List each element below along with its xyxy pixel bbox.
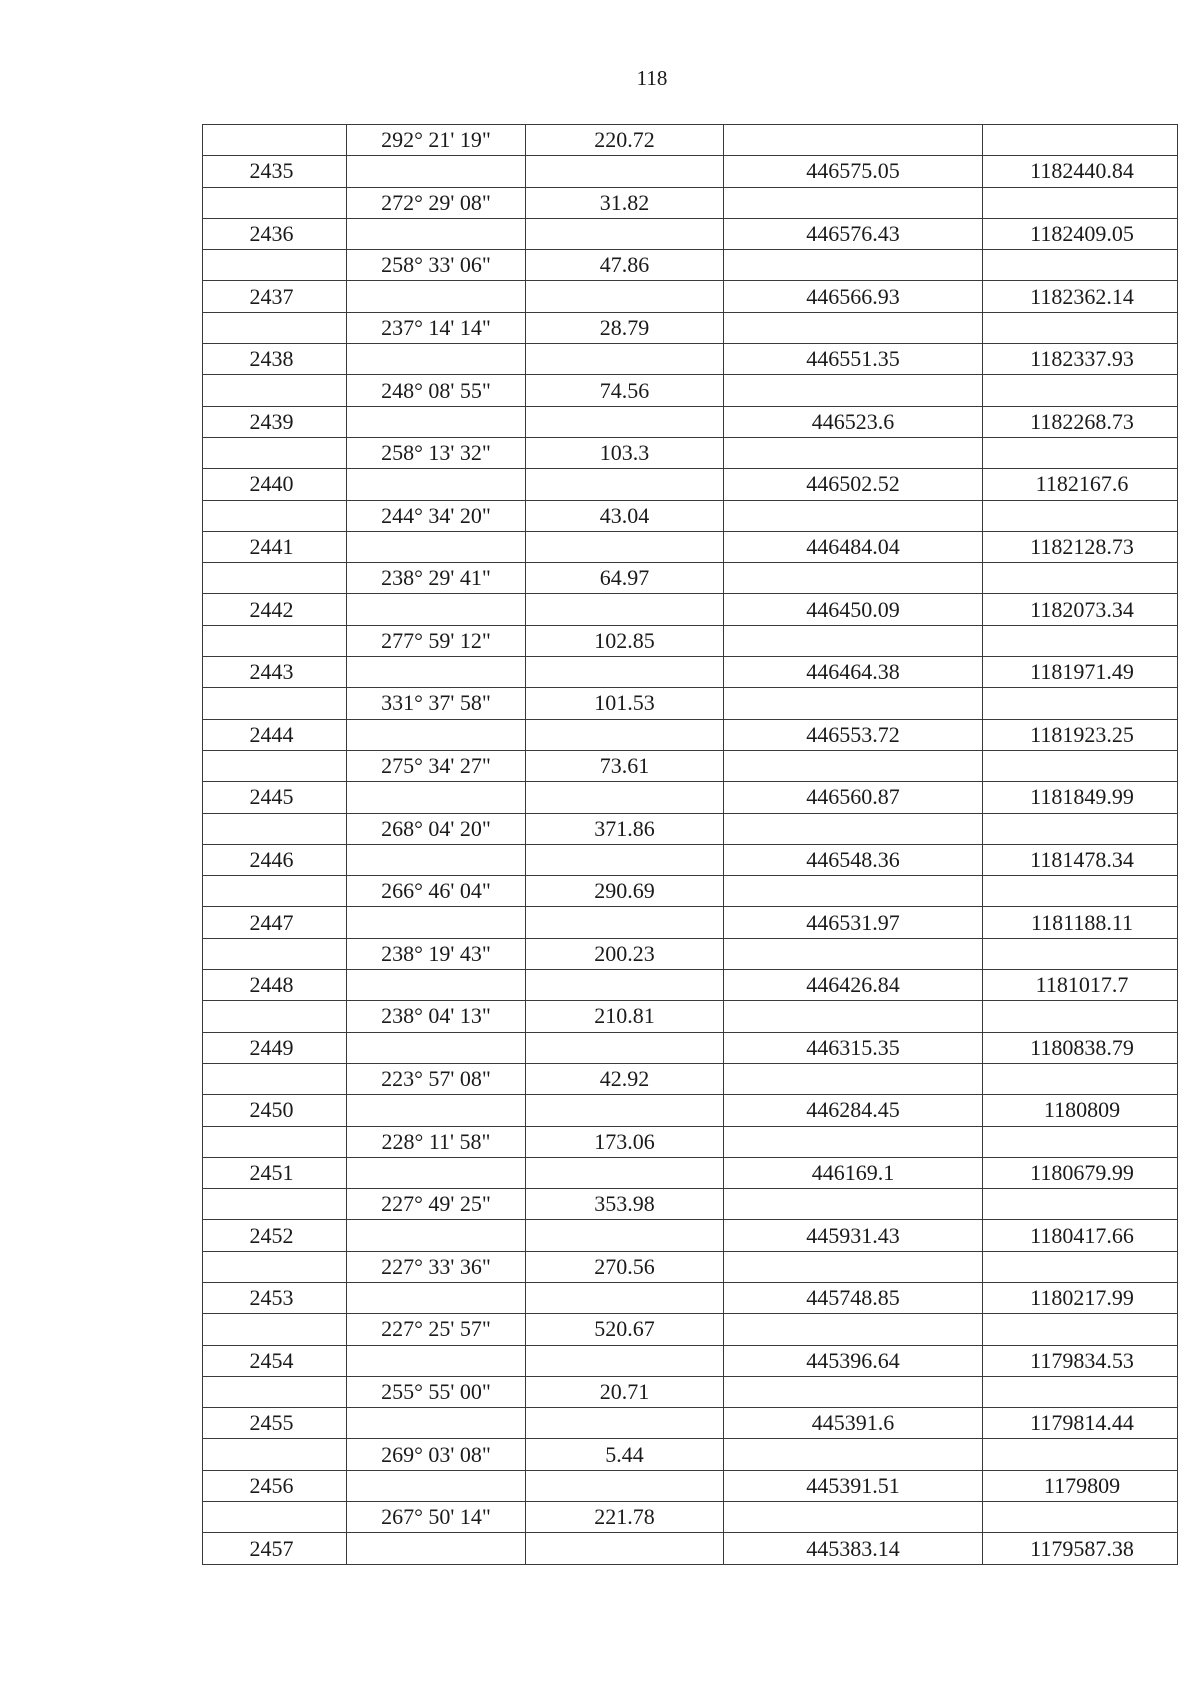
northing-cell bbox=[983, 1251, 1178, 1282]
bearing-cell bbox=[347, 844, 526, 875]
bearing-cell bbox=[347, 719, 526, 750]
northing-cell: 1181478.34 bbox=[983, 844, 1178, 875]
station-cell: 2446 bbox=[203, 844, 347, 875]
distance-cell: 31.82 bbox=[526, 187, 724, 218]
easting-cell: 445931.43 bbox=[724, 1220, 983, 1251]
table-row bbox=[203, 531, 1178, 562]
easting-cell bbox=[724, 563, 983, 594]
bearing-cell bbox=[347, 1282, 526, 1313]
northing-cell bbox=[983, 312, 1178, 343]
station-cell: 2440 bbox=[203, 469, 347, 500]
northing-cell: 1182167.6 bbox=[983, 469, 1178, 500]
station-cell bbox=[203, 625, 347, 656]
northing-cell bbox=[983, 688, 1178, 719]
northing-cell: 1179814.44 bbox=[983, 1408, 1178, 1439]
easting-cell: 445396.64 bbox=[724, 1345, 983, 1376]
easting-cell bbox=[724, 312, 983, 343]
easting-cell: 446548.36 bbox=[724, 844, 983, 875]
distance-cell bbox=[526, 1220, 724, 1251]
table-row bbox=[203, 1502, 1178, 1533]
easting-cell bbox=[724, 1439, 983, 1470]
distance-cell: 520.67 bbox=[526, 1314, 724, 1345]
northing-cell: 1182409.05 bbox=[983, 218, 1178, 249]
table-row bbox=[203, 437, 1178, 468]
easting-cell: 446426.84 bbox=[724, 970, 983, 1001]
northing-cell bbox=[983, 1314, 1178, 1345]
bearing-cell: 227° 33' 36" bbox=[347, 1251, 526, 1282]
distance-cell: 103.3 bbox=[526, 437, 724, 468]
station-cell: 2453 bbox=[203, 1282, 347, 1313]
distance-cell bbox=[526, 1345, 724, 1376]
bearing-cell bbox=[347, 1533, 526, 1564]
northing-cell: 1180679.99 bbox=[983, 1157, 1178, 1188]
station-cell bbox=[203, 187, 347, 218]
easting-cell bbox=[724, 1126, 983, 1157]
easting-cell: 446284.45 bbox=[724, 1095, 983, 1126]
bearing-cell: 258° 33' 06" bbox=[347, 250, 526, 281]
table-row bbox=[203, 1251, 1178, 1282]
northing-cell: 1181017.7 bbox=[983, 970, 1178, 1001]
station-cell: 2448 bbox=[203, 970, 347, 1001]
table-row bbox=[203, 1189, 1178, 1220]
distance-cell: 47.86 bbox=[526, 250, 724, 281]
bearing-cell bbox=[347, 1345, 526, 1376]
station-cell: 2437 bbox=[203, 281, 347, 312]
easting-cell bbox=[724, 1001, 983, 1032]
easting-cell: 446464.38 bbox=[724, 657, 983, 688]
station-cell bbox=[203, 876, 347, 907]
distance-cell: 101.53 bbox=[526, 688, 724, 719]
distance-cell: 43.04 bbox=[526, 500, 724, 531]
table-row bbox=[203, 312, 1178, 343]
bearing-cell: 248° 08' 55" bbox=[347, 375, 526, 406]
northing-cell: 1181849.99 bbox=[983, 782, 1178, 813]
bearing-cell: 258° 13' 32" bbox=[347, 437, 526, 468]
table-row bbox=[203, 1095, 1178, 1126]
distance-cell bbox=[526, 844, 724, 875]
station-cell bbox=[203, 688, 347, 719]
station-cell bbox=[203, 1251, 347, 1282]
bearing-cell: 255° 55' 00" bbox=[347, 1376, 526, 1407]
easting-cell: 446575.05 bbox=[724, 156, 983, 187]
easting-cell bbox=[724, 500, 983, 531]
bearing-cell bbox=[347, 406, 526, 437]
easting-cell: 446169.1 bbox=[724, 1157, 983, 1188]
station-cell bbox=[203, 1189, 347, 1220]
station-cell: 2447 bbox=[203, 907, 347, 938]
bearing-cell: 223° 57' 08" bbox=[347, 1063, 526, 1094]
table-row bbox=[203, 1126, 1178, 1157]
station-cell: 2442 bbox=[203, 594, 347, 625]
table-row bbox=[203, 125, 1178, 156]
distance-cell bbox=[526, 1095, 724, 1126]
station-cell bbox=[203, 1502, 347, 1533]
bearing-cell bbox=[347, 657, 526, 688]
table-row bbox=[203, 1032, 1178, 1063]
northing-cell bbox=[983, 813, 1178, 844]
easting-cell bbox=[724, 1376, 983, 1407]
easting-cell bbox=[724, 1502, 983, 1533]
station-cell bbox=[203, 1063, 347, 1094]
northing-cell: 1182268.73 bbox=[983, 406, 1178, 437]
easting-cell: 446576.43 bbox=[724, 218, 983, 249]
northing-cell bbox=[983, 375, 1178, 406]
northing-cell bbox=[983, 1189, 1178, 1220]
bearing-cell bbox=[347, 1408, 526, 1439]
station-cell: 2457 bbox=[203, 1533, 347, 1564]
table-row bbox=[203, 344, 1178, 375]
easting-cell bbox=[724, 1063, 983, 1094]
northing-cell: 1182128.73 bbox=[983, 531, 1178, 562]
distance-cell: 173.06 bbox=[526, 1126, 724, 1157]
table-row bbox=[203, 1533, 1178, 1564]
table-row bbox=[203, 1439, 1178, 1470]
table-row bbox=[203, 469, 1178, 500]
survey-coordinates-table bbox=[202, 124, 1178, 1565]
distance-cell bbox=[526, 531, 724, 562]
station-cell: 2444 bbox=[203, 719, 347, 750]
bearing-cell bbox=[347, 907, 526, 938]
distance-cell: 102.85 bbox=[526, 625, 724, 656]
northing-cell bbox=[983, 1376, 1178, 1407]
station-cell bbox=[203, 1126, 347, 1157]
easting-cell bbox=[724, 375, 983, 406]
table-row bbox=[203, 938, 1178, 969]
northing-cell: 1180417.66 bbox=[983, 1220, 1178, 1251]
easting-cell: 445748.85 bbox=[724, 1282, 983, 1313]
station-cell: 2451 bbox=[203, 1157, 347, 1188]
northing-cell bbox=[983, 750, 1178, 781]
station-cell bbox=[203, 1439, 347, 1470]
easting-cell bbox=[724, 876, 983, 907]
station-cell bbox=[203, 250, 347, 281]
table-row bbox=[203, 625, 1178, 656]
northing-cell bbox=[983, 1502, 1178, 1533]
bearing-cell bbox=[347, 156, 526, 187]
distance-cell bbox=[526, 156, 724, 187]
station-cell: 2443 bbox=[203, 657, 347, 688]
station-cell bbox=[203, 1376, 347, 1407]
easting-cell: 446502.52 bbox=[724, 469, 983, 500]
distance-cell: 64.97 bbox=[526, 563, 724, 594]
bearing-cell: 277° 59' 12" bbox=[347, 625, 526, 656]
table-row bbox=[203, 688, 1178, 719]
bearing-cell: 228° 11' 58" bbox=[347, 1126, 526, 1157]
table-row bbox=[203, 657, 1178, 688]
table-row bbox=[203, 782, 1178, 813]
table-row bbox=[203, 375, 1178, 406]
northing-cell bbox=[983, 437, 1178, 468]
easting-cell bbox=[724, 625, 983, 656]
station-cell bbox=[203, 813, 347, 844]
distance-cell: 73.61 bbox=[526, 750, 724, 781]
distance-cell bbox=[526, 657, 724, 688]
northing-cell: 1181971.49 bbox=[983, 657, 1178, 688]
bearing-cell: 267° 50' 14" bbox=[347, 1502, 526, 1533]
station-cell bbox=[203, 938, 347, 969]
distance-cell bbox=[526, 1533, 724, 1564]
distance-cell bbox=[526, 719, 724, 750]
northing-cell bbox=[983, 187, 1178, 218]
easting-cell: 446315.35 bbox=[724, 1032, 983, 1063]
station-cell bbox=[203, 312, 347, 343]
bearing-cell bbox=[347, 1032, 526, 1063]
station-cell bbox=[203, 500, 347, 531]
table-row bbox=[203, 844, 1178, 875]
bearing-cell bbox=[347, 469, 526, 500]
distance-cell: 200.23 bbox=[526, 938, 724, 969]
distance-cell bbox=[526, 218, 724, 249]
northing-cell: 1181188.11 bbox=[983, 907, 1178, 938]
easting-cell bbox=[724, 1189, 983, 1220]
northing-cell bbox=[983, 500, 1178, 531]
easting-cell: 446551.35 bbox=[724, 344, 983, 375]
table-row bbox=[203, 1345, 1178, 1376]
northing-cell: 1179834.53 bbox=[983, 1345, 1178, 1376]
bearing-cell bbox=[347, 218, 526, 249]
easting-cell bbox=[724, 688, 983, 719]
bearing-cell: 292° 21' 19" bbox=[347, 125, 526, 156]
station-cell: 2439 bbox=[203, 406, 347, 437]
bearing-cell bbox=[347, 970, 526, 1001]
bearing-cell: 227° 49' 25" bbox=[347, 1189, 526, 1220]
distance-cell bbox=[526, 344, 724, 375]
easting-cell bbox=[724, 437, 983, 468]
northing-cell: 1182440.84 bbox=[983, 156, 1178, 187]
distance-cell bbox=[526, 469, 724, 500]
northing-cell bbox=[983, 938, 1178, 969]
table-row bbox=[203, 1220, 1178, 1251]
table-row bbox=[203, 1282, 1178, 1313]
bearing-cell: 238° 04' 13" bbox=[347, 1001, 526, 1032]
easting-cell: 446566.93 bbox=[724, 281, 983, 312]
distance-cell bbox=[526, 1470, 724, 1501]
northing-cell: 1181923.25 bbox=[983, 719, 1178, 750]
bearing-cell bbox=[347, 594, 526, 625]
northing-cell bbox=[983, 876, 1178, 907]
distance-cell: 210.81 bbox=[526, 1001, 724, 1032]
bearing-cell bbox=[347, 281, 526, 312]
easting-cell: 445383.14 bbox=[724, 1533, 983, 1564]
station-cell bbox=[203, 1314, 347, 1345]
distance-cell: 74.56 bbox=[526, 375, 724, 406]
bearing-cell: 268° 04' 20" bbox=[347, 813, 526, 844]
station-cell: 2435 bbox=[203, 156, 347, 187]
table-row bbox=[203, 281, 1178, 312]
bearing-cell: 238° 29' 41" bbox=[347, 563, 526, 594]
bearing-cell: 266° 46' 04" bbox=[347, 876, 526, 907]
distance-cell: 270.56 bbox=[526, 1251, 724, 1282]
distance-cell bbox=[526, 1157, 724, 1188]
bearing-cell: 238° 19' 43" bbox=[347, 938, 526, 969]
northing-cell: 1180217.99 bbox=[983, 1282, 1178, 1313]
station-cell bbox=[203, 563, 347, 594]
station-cell: 2445 bbox=[203, 782, 347, 813]
table-row bbox=[203, 500, 1178, 531]
northing-cell bbox=[983, 625, 1178, 656]
distance-cell: 20.71 bbox=[526, 1376, 724, 1407]
bearing-cell bbox=[347, 1095, 526, 1126]
distance-cell: 371.86 bbox=[526, 813, 724, 844]
table-row bbox=[203, 250, 1178, 281]
station-cell bbox=[203, 375, 347, 406]
northing-cell bbox=[983, 1001, 1178, 1032]
station-cell: 2436 bbox=[203, 218, 347, 249]
northing-cell bbox=[983, 1063, 1178, 1094]
distance-cell bbox=[526, 907, 724, 938]
bearing-cell: 272° 29' 08" bbox=[347, 187, 526, 218]
bearing-cell: 269° 03' 08" bbox=[347, 1439, 526, 1470]
table-row bbox=[203, 907, 1178, 938]
bearing-cell bbox=[347, 344, 526, 375]
bearing-cell: 227° 25' 57" bbox=[347, 1314, 526, 1345]
distance-cell bbox=[526, 1282, 724, 1313]
northing-cell bbox=[983, 1126, 1178, 1157]
table-row bbox=[203, 719, 1178, 750]
northing-cell: 1182362.14 bbox=[983, 281, 1178, 312]
distance-cell bbox=[526, 1408, 724, 1439]
easting-cell bbox=[724, 125, 983, 156]
bearing-cell bbox=[347, 1220, 526, 1251]
bearing-cell: 331° 37' 58" bbox=[347, 688, 526, 719]
station-cell: 2450 bbox=[203, 1095, 347, 1126]
table-row bbox=[203, 1376, 1178, 1407]
easting-cell bbox=[724, 813, 983, 844]
distance-cell: 290.69 bbox=[526, 876, 724, 907]
table-row bbox=[203, 187, 1178, 218]
bearing-cell: 237° 14' 14" bbox=[347, 312, 526, 343]
bearing-cell bbox=[347, 1157, 526, 1188]
table-row bbox=[203, 1470, 1178, 1501]
station-cell bbox=[203, 1001, 347, 1032]
table-row bbox=[203, 218, 1178, 249]
distance-cell: 42.92 bbox=[526, 1063, 724, 1094]
northing-cell bbox=[983, 563, 1178, 594]
bearing-cell: 244° 34' 20" bbox=[347, 500, 526, 531]
table-row bbox=[203, 1063, 1178, 1094]
distance-cell bbox=[526, 782, 724, 813]
table-row bbox=[203, 594, 1178, 625]
bearing-cell: 275° 34' 27" bbox=[347, 750, 526, 781]
distance-cell bbox=[526, 970, 724, 1001]
bearing-cell bbox=[347, 1470, 526, 1501]
distance-cell bbox=[526, 281, 724, 312]
northing-cell: 1180838.79 bbox=[983, 1032, 1178, 1063]
easting-cell bbox=[724, 187, 983, 218]
table-body bbox=[203, 125, 1178, 1565]
table-row bbox=[203, 1001, 1178, 1032]
distance-cell: 220.72 bbox=[526, 125, 724, 156]
station-cell bbox=[203, 437, 347, 468]
table-row bbox=[203, 563, 1178, 594]
distance-cell: 221.78 bbox=[526, 1502, 724, 1533]
page-number: 118 bbox=[636, 66, 668, 90]
easting-cell bbox=[724, 750, 983, 781]
bearing-cell bbox=[347, 782, 526, 813]
distance-cell bbox=[526, 406, 724, 437]
easting-cell: 446553.72 bbox=[724, 719, 983, 750]
station-cell bbox=[203, 125, 347, 156]
table-row bbox=[203, 750, 1178, 781]
distance-cell bbox=[526, 1032, 724, 1063]
easting-cell: 446523.6 bbox=[724, 406, 983, 437]
easting-cell bbox=[724, 250, 983, 281]
station-cell: 2441 bbox=[203, 531, 347, 562]
northing-cell: 1182073.34 bbox=[983, 594, 1178, 625]
table-row bbox=[203, 813, 1178, 844]
northing-cell: 1182337.93 bbox=[983, 344, 1178, 375]
table-row bbox=[203, 876, 1178, 907]
bearing-cell bbox=[347, 531, 526, 562]
table-row bbox=[203, 970, 1178, 1001]
easting-cell: 446531.97 bbox=[724, 907, 983, 938]
station-cell: 2456 bbox=[203, 1470, 347, 1501]
station-cell: 2438 bbox=[203, 344, 347, 375]
station-cell: 2452 bbox=[203, 1220, 347, 1251]
table-row bbox=[203, 1157, 1178, 1188]
northing-cell: 1179809 bbox=[983, 1470, 1178, 1501]
station-cell bbox=[203, 750, 347, 781]
northing-cell: 1180809 bbox=[983, 1095, 1178, 1126]
easting-cell: 445391.6 bbox=[724, 1408, 983, 1439]
easting-cell: 446450.09 bbox=[724, 594, 983, 625]
table-row bbox=[203, 1408, 1178, 1439]
easting-cell: 445391.51 bbox=[724, 1470, 983, 1501]
table-row bbox=[203, 406, 1178, 437]
station-cell: 2449 bbox=[203, 1032, 347, 1063]
table-row bbox=[203, 1314, 1178, 1345]
table-row bbox=[203, 156, 1178, 187]
northing-cell bbox=[983, 250, 1178, 281]
northing-cell: 1179587.38 bbox=[983, 1533, 1178, 1564]
distance-cell: 5.44 bbox=[526, 1439, 724, 1470]
distance-cell: 353.98 bbox=[526, 1189, 724, 1220]
station-cell: 2455 bbox=[203, 1408, 347, 1439]
distance-cell bbox=[526, 594, 724, 625]
easting-cell: 446484.04 bbox=[724, 531, 983, 562]
station-cell: 2454 bbox=[203, 1345, 347, 1376]
northing-cell bbox=[983, 125, 1178, 156]
easting-cell bbox=[724, 1314, 983, 1345]
distance-cell: 28.79 bbox=[526, 312, 724, 343]
easting-cell bbox=[724, 938, 983, 969]
northing-cell bbox=[983, 1439, 1178, 1470]
easting-cell bbox=[724, 1251, 983, 1282]
easting-cell: 446560.87 bbox=[724, 782, 983, 813]
